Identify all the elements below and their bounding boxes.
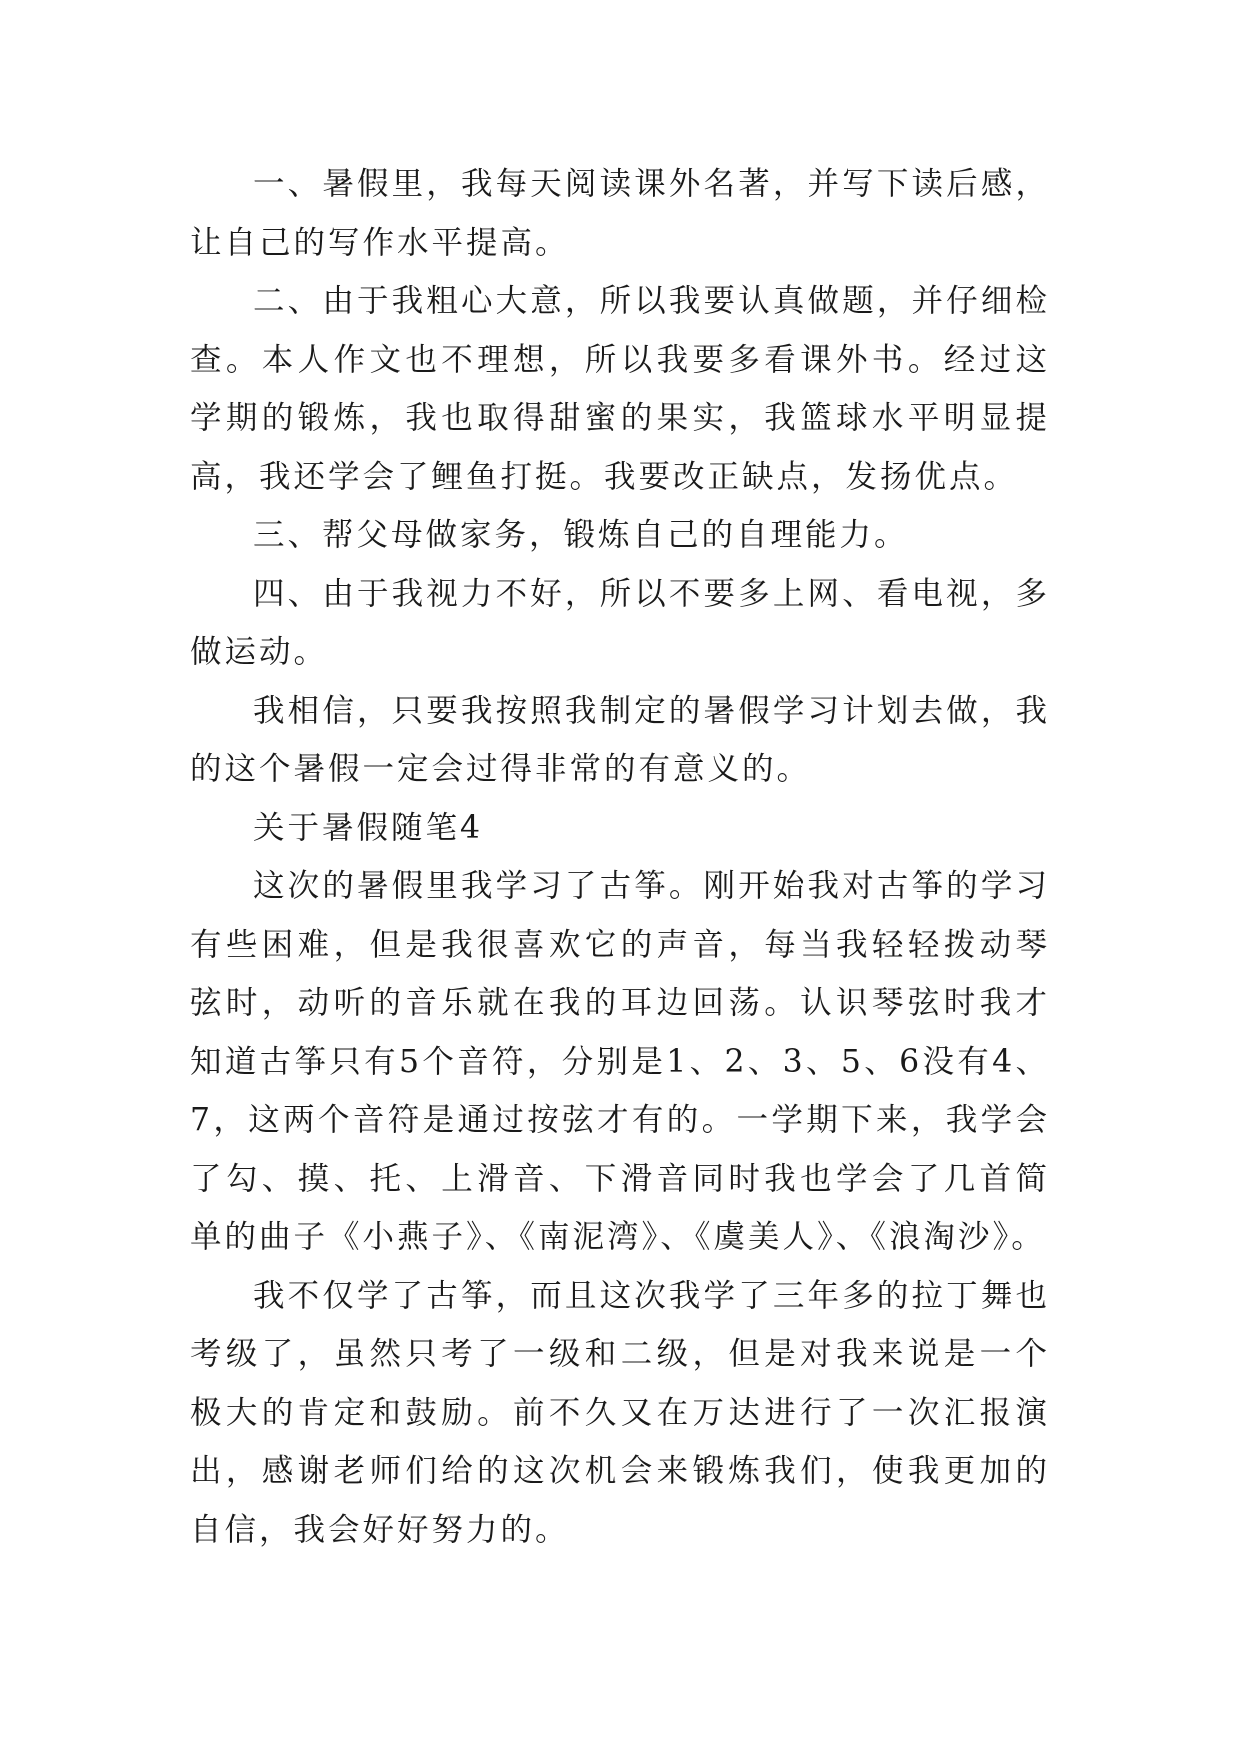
paragraph-plan-reading: 一、暑假里，我每天阅读课外名著，并写下读后感，让自己的写作水平提高。	[190, 166, 1050, 261]
paragraph-plan-carefulness: 二、由于我粗心大意，所以我要认真做题，并仔细检查。本人作文也不理想，所以我要多看课外书。经过这学期的锻炼，我也取得甜蜜的果实，我篮球水平明显提高，我还学会了鲤鱼打挺。我要改正缺点，发扬优点。	[190, 283, 1050, 495]
paragraph-guzheng: 这次的暑假里我学习了古筝。刚开始我对古筝的学习有些困难，但是我很喜欢它的声音，每当我轻轻拨动琴弦时，动听的音乐就在我的耳边回荡。认识琴弦时我才知道古筝只有5个音符，分别是1、2、3、5、6没有4、7，这两个音符是通过按弦才有的。一学期下来，我学会了勾、摸、托、上滑音、下滑音同时我也学会了几首简单的曲子《小燕子》、《南泥湾》、《虞美人》、《浪淘沙》。	[190, 868, 1050, 1255]
paragraph-latin-dance: 我不仅学了古筝，而且这次我学了三年多的拉丁舞也考级了，虽然只考了一级和二级，但是对我来说是一个极大的肯定和鼓励。前不久又在万达进行了一次汇报演出，感谢老师们给的这次机会来锻炼我们，使我更加的自信，我会好好努力的。	[190, 1277, 1050, 1548]
paragraph-plan-housework: 三、帮父母做家务，锻炼自己的自理能力。	[253, 517, 909, 553]
document-body	[190, 155, 1050, 1559]
paragraph-conclusion: 我相信，只要我按照我制定的暑假学习计划去做，我的这个暑假一定会过得非常的有意义的。	[190, 692, 1050, 787]
section-heading: 关于暑假随笔4	[253, 809, 484, 846]
paragraph-plan-eyesight: 四、由于我视力不好，所以不要多上网、看电视，多做运动。	[190, 575, 1050, 670]
